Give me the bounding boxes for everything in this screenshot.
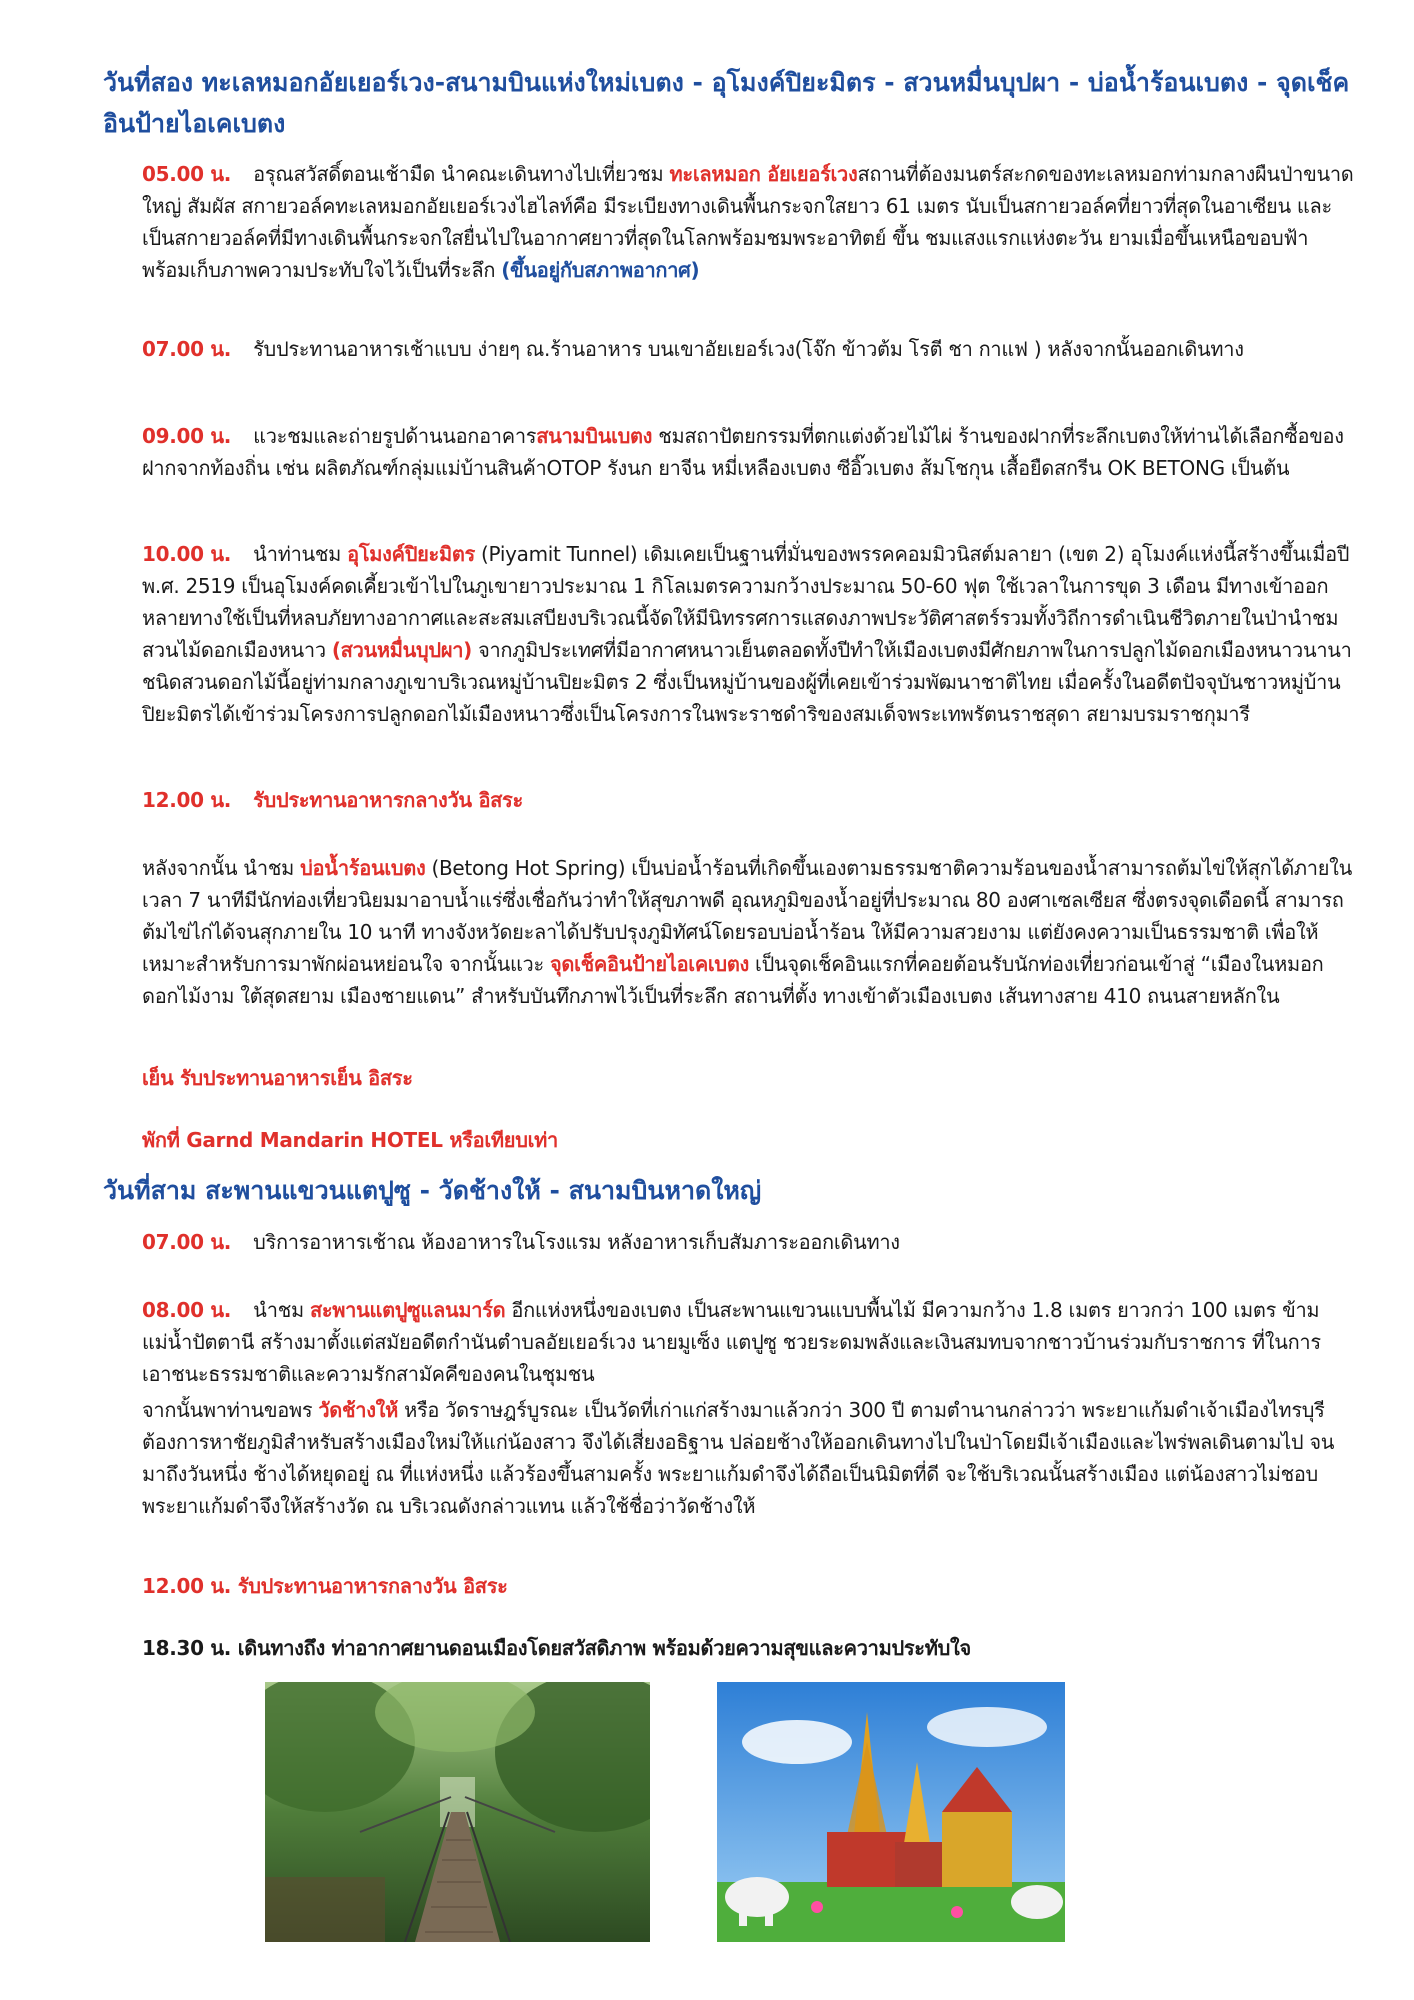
item-1200 <box>142 784 1354 816</box>
highlight-place: ทะเลหมอก อัยเยอร์เวง <box>669 162 858 186</box>
time-label: 10.00 น. <box>142 542 232 566</box>
highlight-place: วัดช้างให้ <box>318 1398 399 1422</box>
text: นำท่านชม <box>253 542 348 566</box>
dinner-line: เย็น รับประทานอาหารเย็น อิสระ <box>142 1066 413 1090</box>
hotel-line: พักที่ Garnd Mandarin HOTEL หรือเทียบเท่า <box>142 1128 558 1152</box>
bridge-image <box>265 1682 650 1942</box>
text: จากนั้นพาท่านขอพร <box>142 1398 319 1422</box>
item-0700 <box>142 333 1354 365</box>
text: หลังจากนั้น นำชม <box>142 856 301 880</box>
text: อรุณสวัสดิ์ตอนเช้ามืด นำคณะเดินทางไปเที่ยวชม <box>253 162 670 186</box>
day3-item-watchanghai <box>142 1394 1354 1522</box>
text: จากภูมิประเทศที่มีอากาศหนาวเย็นตลอดทั้งปีทำให้เมืองเบตงมีศักยภาพในการปลูกไม้ดอกเมืองหนาวนานาชนิดสวนดอกไม้นี้อยู่ท่ามกลางภูเขาบริเวณหมู่บ้านปิยะมิตร 2 ซึ่งเป็นหมู่บ้านของผู้ที่เคยเข้าร่วมพัฒนาชาติไทย เมื่อครั้งในอดีตปัจจุบันชาวหมู่บ้านปิยะมิตรได้เข้าร่วมโครงการปลูกดอกไม้เมืองหนาวซึ่งเป็นโครงการในพระราชดำริของสมเด็จพระเทพรัตนราชสุดา สยามบรมราชกุมารี <box>142 638 1352 726</box>
day3-item-0700 <box>142 1226 1354 1258</box>
day3-title: วันที่สาม สะพานแขวนแตปูซู - วัดช้างให้ - สนามบินหาดใหญ่ <box>103 1176 762 1205</box>
text: ชมสถาปัตยกรรมที่ตกแต่งด้วยไม้ไผ่ ร้านของฝากที่ระลึกเบตงให้ท่านได้เลือกซื้อของฝากจากท้องถิ่น เช่น ผลิตภัณฑ์กลุ่มแม่บ้านสินค้าOTOP รังนก ยาจีน หมี่เหลืองเบตง ซีอิ๊วเบตง ส้มโชกุน เสื้อยืดสกรีน OK BETONG เป็นต้น <box>142 424 1344 480</box>
day2-title: วันที่สอง ทะเลหมอกอัยเยอร์เวง-สนามบินแห่งใหม่เบตง - อุโมงค์ปิยะมิตร - สวนหมื่นบุปผา - บ่อน้ำร้อนเบตง - จุดเช็คอินป้ายไอเคเบตง <box>103 68 1350 138</box>
highlight-place: (สวนหมื่นบุปผา) <box>331 638 473 662</box>
item-0900 <box>142 420 1354 484</box>
item-0500 <box>142 158 1354 286</box>
time-label: 07.00 น. <box>142 337 232 361</box>
item-1000 <box>142 538 1354 730</box>
suspension-bridge-photo <box>265 1682 650 1942</box>
highlight-place: อุโมงค์ปิยะมิตร <box>347 542 475 566</box>
text: นำชม <box>253 1298 310 1322</box>
time-label: 12.00 น. <box>142 788 232 812</box>
temple-pagoda-photo <box>717 1682 1065 1942</box>
day3-item-0800 <box>142 1294 1354 1390</box>
text: บริการอาหารเช้าณ ห้องอาหารในโรงแรม หลังอาหารเก็บสัมภาระออกเดินทาง <box>253 1230 900 1254</box>
highlight-place: บ่อน้ำร้อนเบตง <box>300 856 426 880</box>
time-label: 09.00 น. <box>142 424 232 448</box>
highlight-place: สะพานแตปูซูแลนมาร์ด <box>309 1298 506 1322</box>
text: หรือ วัดราษฎร์บูรณะ เป็นวัดที่เก่าแก่สร้างมาแล้วกว่า 300 ปี ตามตำนานกล่าวว่า พระยาแก้มดำเจ้าเมืองไทรบุรี ต้องการหาชัยภูมิสำหรับสร้างเมืองใหม่ให้แก่น้องสาว จึงได้เสี่ยงอธิฐาน ปล่อยช้างให้ออกเดินทางไปในป่าโดยมีเจ้าเมืองและไพร่พลเดินตามไป จนมาถึงวันหนึ่ง ช้างได้หยุดอยู่ ณ ที่แห่งหนึ่ง แล้วร้องขึ้นสามครั้ง พระยาแก้มดำจึงได้ถือเป็นนิมิตที่ดี จะใช้บริเวณนั้นสร้างเมือง แต่น้องสาวไม่ชอบ พระยาแก้มดำจึงให้สร้างวัด ณ บริเวณดังกล่าวแทน แล้วใช้ชื่อว่าวัดช้างให้ <box>142 1398 1335 1518</box>
text: แวะชมและถ่ายรูปด้านนอกอาคาร <box>253 424 537 448</box>
text: (Betong Hot Spring) เป็นบ่อน้ำร้อนที่เกิดขึ้นเองตามธรรมชาติความร้อนของน้ำสามารถต้มไข่ให้สุกได้ภายในเวลา 7 นาทีมีนักท่องเที่ยวนิยมมาอาบน้ำแร่ซึ่งเชื่อกันว่าทำให้สุขภาพดี อุณหภูมิของน้ำอยู่ที่ประมาณ 80 องศาเซลเซียส ซึ่งตรงจุดเดือดนี้ สามารถต้มไข่ไก่ได้จนสุกภายใน 10 นาที ทางจังหวัดยะลาได้ปรับปรุงภูมิทัศน์โดยรอบบ่อน้ำร้อน ให้มีความสวยงาม แต่ยังคงความเป็นธรรมชาติ เพื่อให้เหมาะสำหรับการมาพักผ่อนหย่อนใจ จากนั้นแวะ <box>142 856 1352 976</box>
highlight-place: สนามบินเบตง <box>536 424 653 448</box>
item-hotspring <box>142 852 1354 1012</box>
lunch-text: รับประทานอาหารกลางวัน อิสระ <box>253 788 523 812</box>
text: เป็นจุดเช็คอินแรกที่คอยต้อนรับนักท่องเที่ยวก่อนเข้าสู่ “เมืองในหมอก ดอกไม้งาม ใต้สุดสยาม เมืองชายแดน” สำหรับบันทึกภาพไว้เป็นที่ระลึก สถานที่ตั้ง ทางเข้าตัวเมืองเบตง เส้นทางสาย 410 ถนนสายหลักใน <box>142 952 1324 1008</box>
day3-lunch: 12.00 น. รับประทานอาหารกลางวัน อิสระ <box>142 1574 508 1598</box>
time-label: 05.00 น. <box>142 162 232 186</box>
text: (Piyamit Tunnel) เดิมเคยเป็นฐานที่มั่นของพรรคคอมมิวนิสต์มลายา (เขต 2) อุโมงค์แห่งนี้สร้างขึ้นเมื่อปี พ.ศ. 2519 เป็นอุโมงค์คดเคี้ยวเข้าไปในภูเขายาวประมาณ 1 กิโลเมตรความกว้างประมาณ 50-60 ฟุต ใช้เวลาในการขุด 3 เดือน มีทางเข้าออกหลายทางใช้เป็นที่หลบภัยทางอากาศและสะสมเสบียงบริเวณนี้จัดให้มีนิทรรศการแสดงภาพประวัติศาสตร์รวมทั้งวิถีการดำเนินชีวิตภายในป่านำชม สวนไม้ดอกเมืองหนาว <box>142 542 1350 662</box>
day3-arrival: 18.30 น. เดินทางถึง ท่าอากาศยานดอนเมืองโดยสวัสดิภาพ พร้อมด้วยความสุขและความประทับใจ <box>142 1636 971 1660</box>
temple-image <box>717 1682 1065 1942</box>
weather-note: (ขึ้นอยู่กับสภาพอากาศ) <box>501 258 700 282</box>
highlight-place: จุดเช็คอินป้ายไอเคเบตง <box>549 952 749 976</box>
text: สถานที่ต้องมนตร์สะกดของทะเลหมอกท่ามกลางผืนป่าขนาดใหญ่ สัมผัส สกายวอล์คทะเลหมอกอัยเยอร์เวงไฮไลท์คือ มีระเบียงทางเดินพื้นกระจกใสยาว 61 เมตร นับเป็นสกายวอล์คที่ยาวที่สุดในอาเซียน และเป็นสกายวอล์คที่มีทางเดินพื้นกระจกใสยื่นไปในอากาศยาวที่สุดในโลกพร้อมชมพระอาทิตย์ ขึ้น ชมแสงแรกแห่งตะวัน ยามเมื่อขึ้นเหนือขอบฟ้า พร้อมเก็บภาพความประทับใจไว้เป็นที่ระลึก <box>142 162 1354 282</box>
time-label: 08.00 น. <box>142 1298 232 1322</box>
text: อีกแห่งหนึ่งของเบตง เป็นสะพานแขวนแบบพื้นไม้ มีความกว้าง 1.8 เมตร ยาวกว่า 100 เมตร ข้ามแม่น้ำปัตตานี สร้างมาตั้งแต่สมัยอดีตกำนันตำบลอัยเยอร์เวง นายมูเซ็ง แตปูซู ชวยระดมพลังและเงินสมทบจากชาวบ้านร่วมกับราชการ ที่ในการเอาชนะธรรมชาติและความรักสามัคคีของคนในชุมชน <box>142 1298 1321 1386</box>
text: รับประทานอาหารเช้าแบบ ง่ายๆ ณ.ร้านอาหาร บนเขาอัยเยอร์เวง(โจ๊ก ข้าวต้ม โรตี ชา กาแฟ ) หลังจากนั้นออกเดินทาง <box>253 337 1244 361</box>
time-label: 07.00 น. <box>142 1230 232 1254</box>
